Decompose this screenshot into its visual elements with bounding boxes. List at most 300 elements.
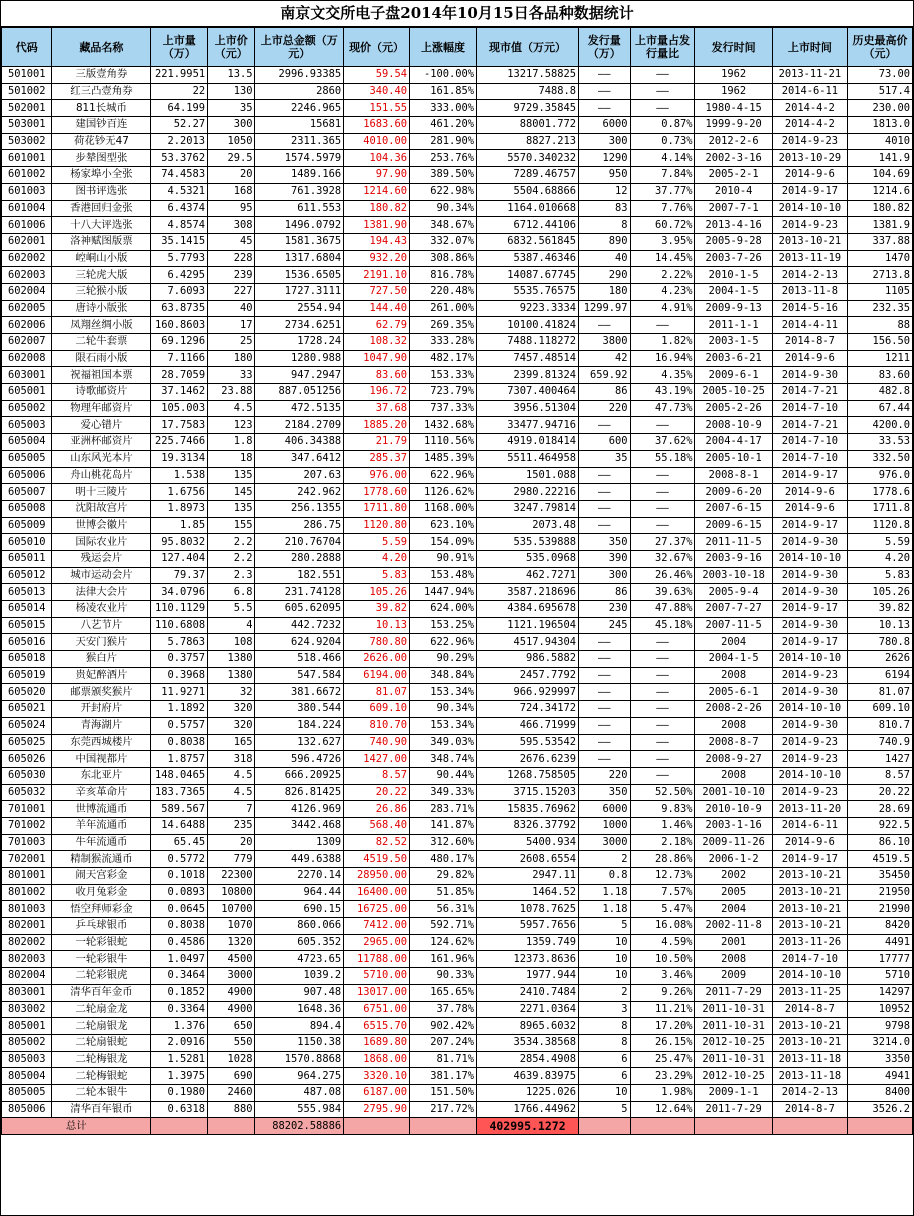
change-cell: 1447.94% — [410, 584, 477, 601]
issue-date-cell: 2003-1-16 — [695, 817, 772, 834]
issue-volume-cell: —— — [579, 634, 631, 651]
current-price-cell: 4.20 — [344, 550, 410, 567]
quantity-cell: 0.8038 — [151, 918, 208, 935]
list-price-cell: 318 — [208, 751, 255, 768]
code-cell: 501001 — [2, 67, 52, 84]
change-cell: 269.35% — [410, 317, 477, 334]
current-price-cell: 151.55 — [344, 100, 410, 117]
list-price-cell: 5.5 — [208, 601, 255, 618]
current-price-cell: 6515.70 — [344, 1018, 410, 1035]
market-value-cell: 4384.695678 — [477, 601, 579, 618]
high-price-cell: 67.44 — [847, 400, 912, 417]
name-cell: 邮票颁奖猴片 — [52, 684, 151, 701]
total-row — [2, 1118, 913, 1135]
table-row — [2, 133, 913, 150]
quantity-cell: 19.3134 — [151, 450, 208, 467]
table-row — [2, 684, 913, 701]
issue-volume-cell: 1000 — [579, 817, 631, 834]
ratio-cell: 27.37% — [630, 534, 695, 551]
list-date-cell: 2014-7-10 — [772, 951, 847, 968]
quantity-cell: 0.1018 — [151, 868, 208, 885]
quantity-cell: 5.7863 — [151, 634, 208, 651]
high-price-cell: 922.5 — [847, 817, 912, 834]
change-cell: 333.28% — [410, 334, 477, 351]
table-row — [2, 918, 913, 935]
current-price-cell: 144.40 — [344, 300, 410, 317]
market-value-cell: 5387.46346 — [477, 250, 579, 267]
issue-volume-cell: 3 — [579, 1001, 631, 1018]
name-cell: 爱心错片 — [52, 417, 151, 434]
market-value-cell: 7488.118272 — [477, 334, 579, 351]
issue-date-cell: 2005-10-1 — [695, 450, 772, 467]
list-date-cell: 2014-7-10 — [772, 450, 847, 467]
ratio-cell: 1.82% — [630, 334, 695, 351]
name-cell: 图书评选张 — [52, 183, 151, 200]
total-amount-cell: 182.551 — [255, 567, 344, 584]
issue-date-cell: 2011-7-29 — [695, 984, 772, 1001]
issue-date-cell: 2005-9-4 — [695, 584, 772, 601]
issue-date-cell: 2007-6-15 — [695, 500, 772, 517]
list-date-cell: 2014-8-7 — [772, 1001, 847, 1018]
high-price-cell: 105.26 — [847, 584, 912, 601]
quantity-cell: 11.9271 — [151, 684, 208, 701]
table-row — [2, 584, 913, 601]
total-amount-cell: 487.08 — [255, 1084, 344, 1101]
market-value-cell: 1359.749 — [477, 934, 579, 951]
quantity-cell: 63.8735 — [151, 300, 208, 317]
code-cell: 602007 — [2, 334, 52, 351]
list-date-cell: 2014-9-30 — [772, 684, 847, 701]
total-amount-cell: 666.20925 — [255, 767, 344, 784]
high-price-cell: 5.59 — [847, 534, 912, 551]
list-date-cell: 2014-2-13 — [772, 1084, 847, 1101]
name-cell: 洛神赋图版票 — [52, 233, 151, 250]
total-amount-cell: 1648.36 — [255, 1001, 344, 1018]
quantity-cell: 0.6318 — [151, 1101, 208, 1118]
quantity-cell: 0.3968 — [151, 667, 208, 684]
quantity-cell: 127.404 — [151, 550, 208, 567]
quantity-cell: 2.2013 — [151, 133, 208, 150]
list-date-cell: 2014-2-13 — [772, 267, 847, 284]
quantity-cell: 28.7059 — [151, 367, 208, 384]
quantity-cell: 0.1980 — [151, 1084, 208, 1101]
current-price-cell: 82.52 — [344, 834, 410, 851]
issue-volume-cell: 1299.97 — [579, 300, 631, 317]
ratio-cell: 0.73% — [630, 133, 695, 150]
total-amount-cell: 2554.94 — [255, 300, 344, 317]
name-cell: 唐诗小版张 — [52, 300, 151, 317]
ratio-cell: 1.98% — [630, 1084, 695, 1101]
issue-volume-cell: 8 — [579, 217, 631, 234]
table-row — [2, 968, 913, 985]
total-amount-cell: 1496.0792 — [255, 217, 344, 234]
list-date-cell: 2014-9-17 — [772, 601, 847, 618]
list-price-cell: 4.5 — [208, 784, 255, 801]
quantity-cell: 37.1462 — [151, 384, 208, 401]
current-price-cell: 194.43 — [344, 233, 410, 250]
list-date-cell: 2014-10-10 — [772, 550, 847, 567]
list-date-cell: 2013-11-20 — [772, 801, 847, 818]
code-cell: 602003 — [2, 267, 52, 284]
high-price-cell: 517.4 — [847, 83, 912, 100]
market-value-cell: 1464.52 — [477, 884, 579, 901]
list-date-cell: 2013-11-18 — [772, 1068, 847, 1085]
list-price-cell: 168 — [208, 183, 255, 200]
issue-volume-cell: 86 — [579, 584, 631, 601]
total-amount-cell: 964.275 — [255, 1068, 344, 1085]
list-price-cell: 13.5 — [208, 67, 255, 84]
table-row — [2, 117, 913, 134]
list-date-cell: 2014-10-10 — [772, 701, 847, 718]
issue-date-cell: 2009 — [695, 968, 772, 985]
name-cell: 二轮牛套票 — [52, 334, 151, 351]
ratio-cell: —— — [630, 767, 695, 784]
high-price-cell: 1427 — [847, 751, 912, 768]
quantity-cell: 5.7793 — [151, 250, 208, 267]
issue-date-cell: 2010-1-5 — [695, 267, 772, 284]
quantity-cell: 14.6488 — [151, 817, 208, 834]
table-row — [2, 951, 913, 968]
issue-volume-cell: —— — [579, 751, 631, 768]
current-price-cell: 568.40 — [344, 817, 410, 834]
quantity-cell: 0.5757 — [151, 717, 208, 734]
table-row — [2, 717, 913, 734]
list-date-cell: 2014-6-11 — [772, 83, 847, 100]
column-header: 藏品名称 — [52, 28, 151, 67]
table-row — [2, 1101, 913, 1118]
table-row — [2, 851, 913, 868]
code-cell: 701001 — [2, 801, 52, 818]
list-date-cell: 2014-9-23 — [772, 133, 847, 150]
high-price-cell: 1778.6 — [847, 484, 912, 501]
table-row — [2, 100, 913, 117]
issue-date-cell: 2006-1-2 — [695, 851, 772, 868]
name-cell: 二轮梅银龙 — [52, 1051, 151, 1068]
market-value-cell: 6712.44106 — [477, 217, 579, 234]
code-cell: 701003 — [2, 834, 52, 851]
table-row — [2, 283, 913, 300]
name-cell: 乒乓球银币 — [52, 918, 151, 935]
change-cell: 348.67% — [410, 217, 477, 234]
change-cell: 161.96% — [410, 951, 477, 968]
high-price-cell: 5.83 — [847, 567, 912, 584]
list-price-cell: 4 — [208, 617, 255, 634]
high-price-cell: 1211 — [847, 350, 912, 367]
list-price-cell: 22300 — [208, 868, 255, 885]
name-cell: 清华百年金币 — [52, 984, 151, 1001]
name-cell: 天安门猴片 — [52, 634, 151, 651]
name-cell: 杨凌农业片 — [52, 601, 151, 618]
ratio-cell: 43.19% — [630, 384, 695, 401]
table-row — [2, 267, 913, 284]
current-price-cell: 810.70 — [344, 717, 410, 734]
quantity-cell: 1.1892 — [151, 701, 208, 718]
list-price-cell: 3000 — [208, 968, 255, 985]
current-price-cell: 727.50 — [344, 283, 410, 300]
issue-date-cell: 2008-9-27 — [695, 751, 772, 768]
total-amount-cell: 3442.468 — [255, 817, 344, 834]
ratio-cell: 16.08% — [630, 918, 695, 935]
name-cell: 八艺节片 — [52, 617, 151, 634]
quantity-cell: 53.3762 — [151, 150, 208, 167]
list-date-cell: 2014-9-23 — [772, 734, 847, 751]
table-row — [2, 567, 913, 584]
current-price-cell: 196.72 — [344, 384, 410, 401]
market-value-cell: 1501.088 — [477, 467, 579, 484]
total-amount-cell: 4723.65 — [255, 951, 344, 968]
market-value-cell: 2073.48 — [477, 517, 579, 534]
table-row — [2, 784, 913, 801]
list-price-cell: 4500 — [208, 951, 255, 968]
table-row — [2, 868, 913, 885]
ratio-cell: 4.91% — [630, 300, 695, 317]
current-price-cell: 28950.00 — [344, 868, 410, 885]
list-price-cell: 880 — [208, 1101, 255, 1118]
issue-date-cell: 2004 — [695, 901, 772, 918]
current-price-cell: 105.26 — [344, 584, 410, 601]
issue-volume-cell: 659.92 — [579, 367, 631, 384]
name-cell: 东莞西城楼片 — [52, 734, 151, 751]
current-price-cell: 21.79 — [344, 434, 410, 451]
issue-date-cell: 2004-1-5 — [695, 651, 772, 668]
name-cell: 崆峒山小版 — [52, 250, 151, 267]
list-price-cell: 25 — [208, 334, 255, 351]
list-date-cell: 2013-10-21 — [772, 901, 847, 918]
market-value-cell: 7488.8 — [477, 83, 579, 100]
high-price-cell: 21990 — [847, 901, 912, 918]
list-price-cell: 320 — [208, 701, 255, 718]
ratio-cell: 37.77% — [630, 183, 695, 200]
total-amount-cell: 2996.93385 — [255, 67, 344, 84]
list-price-cell: 690 — [208, 1068, 255, 1085]
issue-date-cell: 2001 — [695, 934, 772, 951]
table-row — [2, 901, 913, 918]
list-date-cell: 2014-9-17 — [772, 851, 847, 868]
code-cell: 605005 — [2, 450, 52, 467]
ratio-cell: —— — [630, 467, 695, 484]
issue-date-cell: 2012-10-25 — [695, 1068, 772, 1085]
market-value-cell: 1977.944 — [477, 968, 579, 985]
list-price-cell: 135 — [208, 500, 255, 517]
code-cell: 602008 — [2, 350, 52, 367]
current-price-cell: 16400.00 — [344, 884, 410, 901]
issue-date-cell: 2002 — [695, 868, 772, 885]
change-cell: 592.71% — [410, 918, 477, 935]
change-cell: 461.20% — [410, 117, 477, 134]
ratio-cell: 39.63% — [630, 584, 695, 601]
ratio-cell: 23.29% — [630, 1068, 695, 1085]
issue-date-cell: 2009-11-26 — [695, 834, 772, 851]
table-row — [2, 801, 913, 818]
ratio-cell: 2.18% — [630, 834, 695, 851]
current-price-cell: 1047.90 — [344, 350, 410, 367]
issue-volume-cell: 350 — [579, 784, 631, 801]
high-price-cell: 10.13 — [847, 617, 912, 634]
quantity-cell: 221.9951 — [151, 67, 208, 84]
empty-cell — [630, 1118, 695, 1135]
change-cell: 902.42% — [410, 1018, 477, 1035]
list-date-cell: 2014-9-17 — [772, 517, 847, 534]
market-value-cell: 3956.51304 — [477, 400, 579, 417]
issue-date-cell: 2008-2-26 — [695, 701, 772, 718]
quantity-cell: 0.3364 — [151, 1001, 208, 1018]
market-value-cell: 1121.196504 — [477, 617, 579, 634]
list-price-cell: 155 — [208, 517, 255, 534]
list-date-cell: 2014-9-17 — [772, 183, 847, 200]
list-date-cell: 2014-10-10 — [772, 767, 847, 784]
change-cell: 737.33% — [410, 400, 477, 417]
column-header: 现价（元） — [344, 28, 410, 67]
market-value-cell: 8965.6032 — [477, 1018, 579, 1035]
issue-date-cell: 2007-7-27 — [695, 601, 772, 618]
quantity-cell: 22 — [151, 83, 208, 100]
market-value-cell: 4639.83975 — [477, 1068, 579, 1085]
change-cell: 622.98% — [410, 183, 477, 200]
ratio-cell: 52.50% — [630, 784, 695, 801]
ratio-cell: 28.86% — [630, 851, 695, 868]
ratio-cell: 37.62% — [630, 434, 695, 451]
issue-date-cell: 1980-4-15 — [695, 100, 772, 117]
market-value-cell: 5570.340232 — [477, 150, 579, 167]
list-date-cell: 2013-11-19 — [772, 250, 847, 267]
total-amount-cell: 826.81425 — [255, 784, 344, 801]
code-cell: 802003 — [2, 951, 52, 968]
total-amount-cell: 207.63 — [255, 467, 344, 484]
code-cell: 805003 — [2, 1051, 52, 1068]
column-header: 上市时间 — [772, 28, 847, 67]
list-price-cell: 95 — [208, 200, 255, 217]
issue-volume-cell: 2 — [579, 851, 631, 868]
ratio-cell: 4.14% — [630, 150, 695, 167]
ratio-cell: 47.88% — [630, 601, 695, 618]
change-cell: 381.17% — [410, 1068, 477, 1085]
empty-cell — [208, 1118, 255, 1135]
high-price-cell: 609.10 — [847, 701, 912, 718]
column-header: 现市值（万元） — [477, 28, 579, 67]
change-cell: 153.25% — [410, 617, 477, 634]
empty-cell — [579, 1118, 631, 1135]
name-cell: 贵妃醉酒片 — [52, 667, 151, 684]
high-price-cell: 8420 — [847, 918, 912, 935]
ratio-cell: —— — [630, 100, 695, 117]
current-price-cell: 1711.80 — [344, 500, 410, 517]
high-price-cell: 104.69 — [847, 167, 912, 184]
list-date-cell: 2014-9-6 — [772, 350, 847, 367]
quantity-cell: 35.1415 — [151, 233, 208, 250]
total-amount-cell: 15681 — [255, 117, 344, 134]
change-cell: 1110.56% — [410, 434, 477, 451]
list-price-cell: 308 — [208, 217, 255, 234]
issue-date-cell: 2011-11-5 — [695, 534, 772, 551]
change-cell: 622.96% — [410, 467, 477, 484]
issue-volume-cell: 1.18 — [579, 884, 631, 901]
high-price-cell: 332.50 — [847, 450, 912, 467]
table-row — [2, 200, 913, 217]
total-amount-cell: 894.4 — [255, 1018, 344, 1035]
high-price-cell: 976.0 — [847, 467, 912, 484]
table-row — [2, 450, 913, 467]
ratio-cell: 7.57% — [630, 884, 695, 901]
table-row — [2, 534, 913, 551]
code-cell: 605003 — [2, 417, 52, 434]
list-date-cell: 2014-9-23 — [772, 217, 847, 234]
list-price-cell: 10800 — [208, 884, 255, 901]
name-cell: 闹天宫彩金 — [52, 868, 151, 885]
high-price-cell: 4519.5 — [847, 851, 912, 868]
quantity-cell: 7.1166 — [151, 350, 208, 367]
empty-cell — [410, 1118, 477, 1135]
total-amount-cell: 624.9204 — [255, 634, 344, 651]
issue-date-cell: 2009-6-20 — [695, 484, 772, 501]
quantity-cell: 4.5321 — [151, 183, 208, 200]
name-cell: 811长城币 — [52, 100, 151, 117]
code-cell: 605016 — [2, 634, 52, 651]
market-value-cell: 9729.35845 — [477, 100, 579, 117]
name-cell: 限石雨小版 — [52, 350, 151, 367]
quantity-cell: 160.8603 — [151, 317, 208, 334]
high-price-cell: 9798 — [847, 1018, 912, 1035]
change-cell: 217.72% — [410, 1101, 477, 1118]
table-row — [2, 417, 913, 434]
issue-date-cell: 2008-8-1 — [695, 467, 772, 484]
table-row — [2, 434, 913, 451]
list-price-cell: 1028 — [208, 1051, 255, 1068]
issue-volume-cell: —— — [579, 701, 631, 718]
list-date-cell: 2014-4-2 — [772, 100, 847, 117]
current-price-cell: 5710.00 — [344, 968, 410, 985]
list-date-cell: 2014-9-30 — [772, 584, 847, 601]
code-cell: 605012 — [2, 567, 52, 584]
column-header: 历史最高价（元） — [847, 28, 912, 67]
current-price-cell: 609.10 — [344, 701, 410, 718]
ratio-cell: 32.67% — [630, 550, 695, 567]
issue-volume-cell: 10 — [579, 1084, 631, 1101]
current-price-cell: 7412.00 — [344, 918, 410, 935]
change-cell: 349.33% — [410, 784, 477, 801]
issue-volume-cell: —— — [579, 417, 631, 434]
quantity-cell: 1.6756 — [151, 484, 208, 501]
code-cell: 602001 — [2, 233, 52, 250]
total-amount-cell: 596.4726 — [255, 751, 344, 768]
quantity-cell: 0.0893 — [151, 884, 208, 901]
change-cell: 90.29% — [410, 651, 477, 668]
high-price-cell: 230.00 — [847, 100, 912, 117]
high-price-cell: 28.69 — [847, 801, 912, 818]
ratio-cell: 9.83% — [630, 801, 695, 818]
total-label: 总计 — [2, 1118, 151, 1135]
list-price-cell: 4900 — [208, 984, 255, 1001]
column-header: 代码 — [2, 28, 52, 67]
list-date-cell: 2014-9-6 — [772, 484, 847, 501]
quantity-cell: 1.538 — [151, 467, 208, 484]
issue-date-cell: 2005-10-25 — [695, 384, 772, 401]
issue-date-cell: 1962 — [695, 83, 772, 100]
code-cell: 805005 — [2, 1084, 52, 1101]
name-cell: 世博流通币 — [52, 801, 151, 818]
code-cell: 605014 — [2, 601, 52, 618]
issue-date-cell: 2003-10-18 — [695, 567, 772, 584]
list-price-cell: 1070 — [208, 918, 255, 935]
issue-volume-cell: —— — [579, 684, 631, 701]
change-cell: 154.09% — [410, 534, 477, 551]
code-cell: 605030 — [2, 767, 52, 784]
issue-volume-cell: 0.8 — [579, 868, 631, 885]
change-cell: 56.31% — [410, 901, 477, 918]
current-price-cell: 740.90 — [344, 734, 410, 751]
change-cell: 165.65% — [410, 984, 477, 1001]
list-price-cell: 320 — [208, 717, 255, 734]
change-cell: 90.91% — [410, 550, 477, 567]
